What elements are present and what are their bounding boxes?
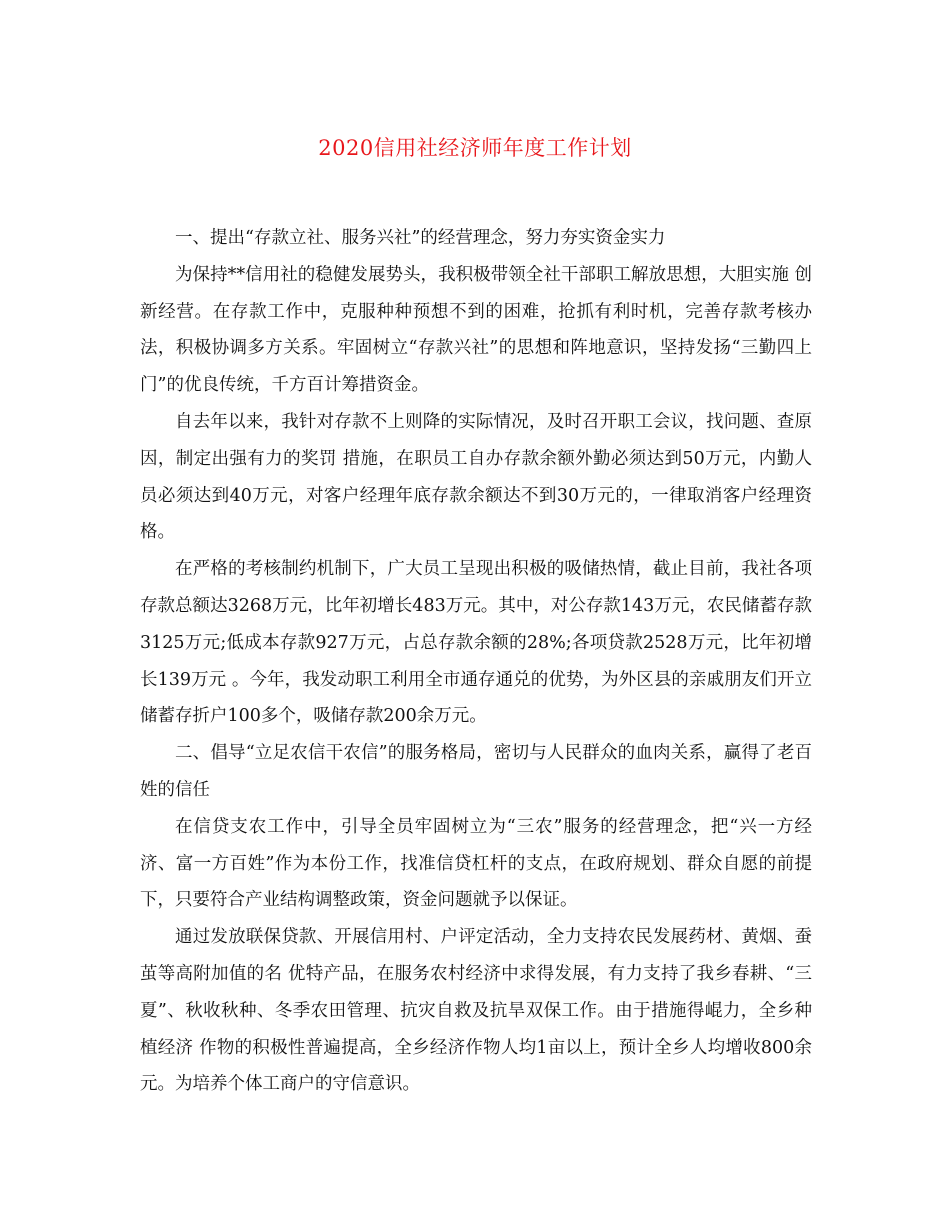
paragraph: 在信贷支农工作中，引导全员牢固树立为“三农”服务的经营理念，把“兴一方经济、富一方百姓”作为本份工作，找准信贷杠杆的支点，在政府规划、群众自愿的前提下，只要符合产业结构调整政策，资金问题就予以保证。 [140, 816, 812, 911]
paragraph: 通过发放联保贷款、开展信用村、户评定活动，全力支持农民发展药材、黄烟、蚕茧等高附加值的名 优特产品，在服务农村经济中求得发展，有力支持了我乡春耕、“三夏”、秋收秋种、冬季农田管理、抗灾自救及抗旱双保工作。由于措施得崐力，全乡种植经济 作物的积极性普遍提高，全乡经济作物人均1亩以上，预计全乡人均增收800余元。为培养个体工商户的守信意识。 [140, 927, 812, 1095]
paragraph: 为保持**信用社的稳健发展势头，我积极带领全社干部职工解放思想，大胆实施 创新经营。在存款工作中，克服种种预想不到的困难，抢抓有利时机，完善存款考核办法，积极协调多方关系。牢固树立“存款兴社”的思想和阵地意识，坚持发扬“三勤四上门”的优良传统，千方百计筹措资金。 [140, 264, 812, 396]
paragraph: 在严格的考核制约机制下，广大员工呈现出积极的吸储热情，截止目前，我社各项存款总额达3268万元，比年初增长483万元。其中，对公存款143万元，农民储蓄存款3125万元;低成本存款927万元，占总存款余额的28%;各项贷款2528万元，比年初增长139万元 。今年，我发动职工利用全市通存通兑的优势，为外区县的亲戚朋友们开立储蓄存折户100多个，吸储存款200余万元。 [140, 559, 812, 727]
paragraph: 自去年以来，我针对存款不上则降的实际情况，及时召开职工会议，找问题、查原因，制定出强有力的奖罚 措施，在职员工自办存款余额外勤必须达到50万元，内勤人员必须达到40万元，对客户经理年底存款余额达不到30万元的，一律取消客户经理资格。 [140, 411, 812, 543]
section-heading-1: 一、提出“存款立社、服务兴社”的经营理念，努力夯实资金实力 [175, 228, 666, 248]
document-title: 2020信用社经济师年度工作计划 [318, 136, 632, 160]
document-body [140, 220, 812, 1103]
section-heading-2: 二、倡导“立足农信干农信”的服务格局，密切与人民群众的血肉关系，赢得了老百姓的信任 [140, 743, 812, 800]
